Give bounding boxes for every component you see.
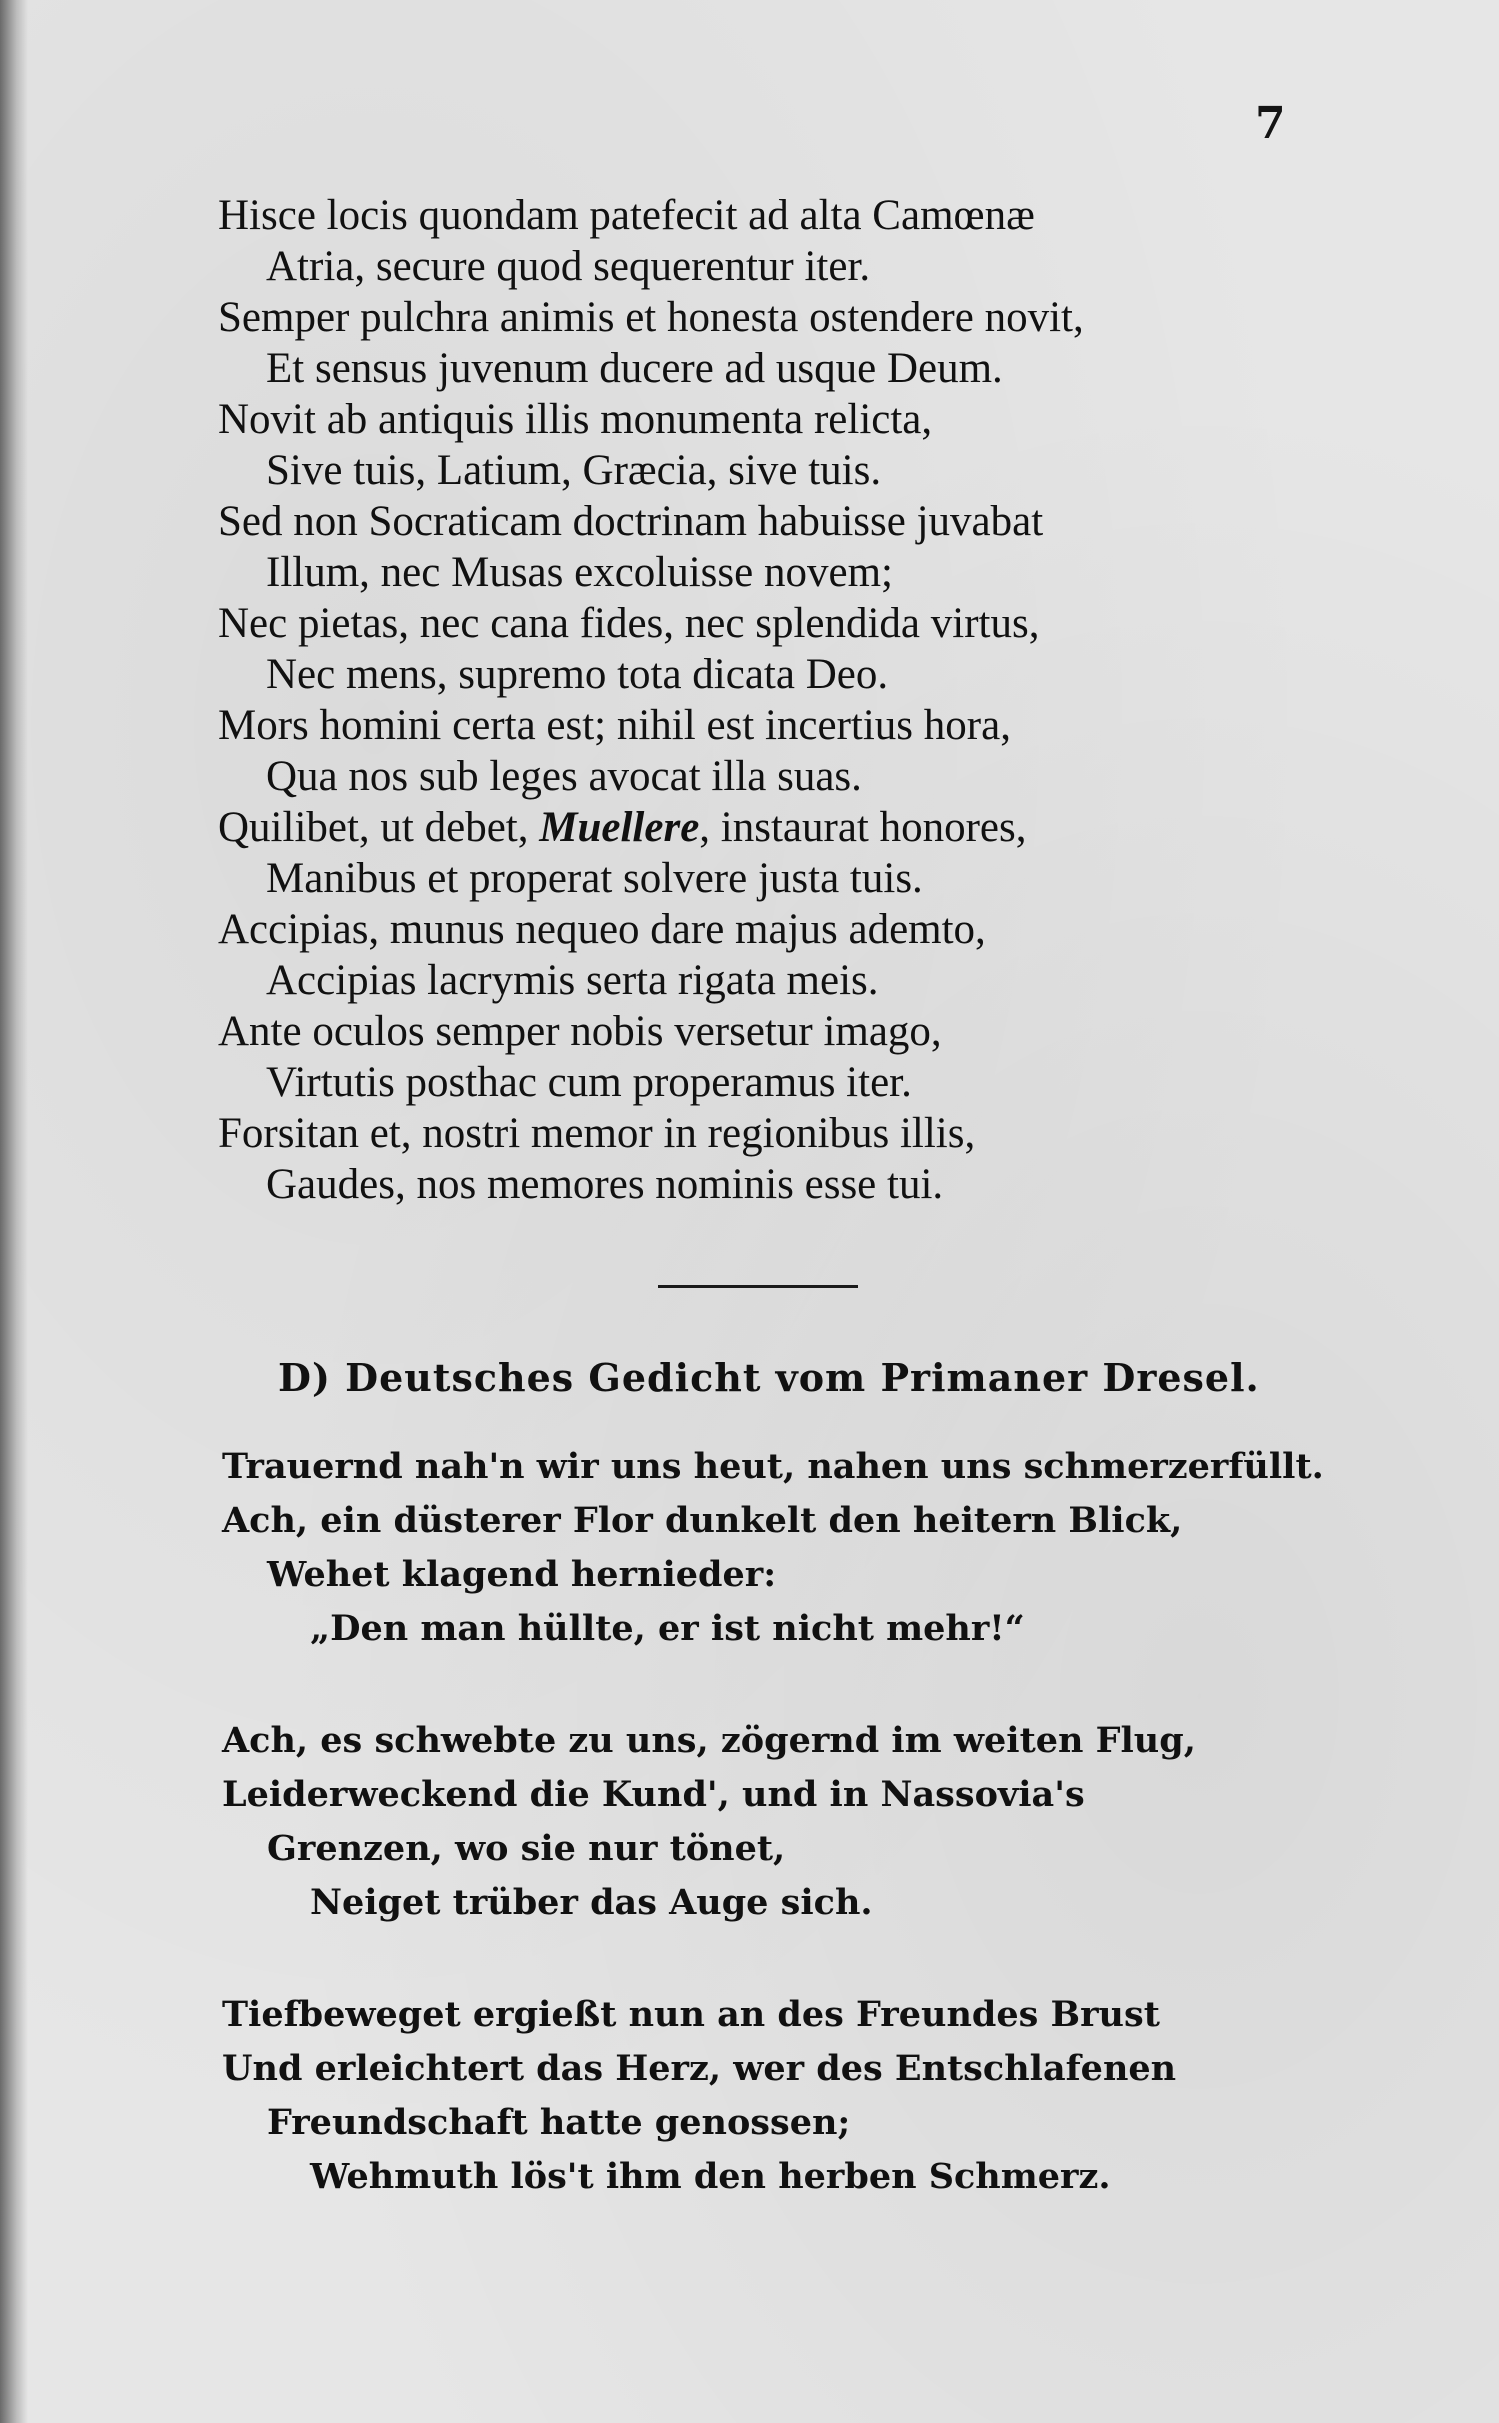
poem-line: Illum, nec Musas excoluisse novem; xyxy=(266,549,893,596)
poem-line: Sive tuis, Latium, Græcia, sive tuis. xyxy=(266,447,882,494)
page-edge-shadow xyxy=(0,0,28,2423)
stanza-gap xyxy=(222,1930,1222,1988)
poem-line: Mors homini certa est; nihil est incertius hora, xyxy=(218,702,1011,749)
poem-line: Wehmuth lös't ihm den herben Schmerz. xyxy=(310,2156,1111,2197)
poem-line: Atria, secure quod sequerentur iter. xyxy=(266,243,871,290)
poem-line: Accipias, munus nequeo dare majus ademto, xyxy=(218,906,986,953)
poem-line: Forsitan et, nostri memor in regionibus illis, xyxy=(218,1110,976,1157)
poem-line: Novit ab antiquis illis monumenta relicta, xyxy=(218,396,933,443)
poem-line: Wehet klagend hernieder: xyxy=(267,1554,777,1595)
poem-line: „Den man hüllte, er ist nicht mehr!“ xyxy=(310,1608,1025,1649)
poem-line: Trauernd nah'n wir uns heut, nahen uns schmerzerfüllt. xyxy=(222,1446,1324,1487)
german-poem xyxy=(222,1440,1324,2204)
poem-line: Et sensus juvenum ducere ad usque Deum. xyxy=(266,345,1003,392)
poem-line: Semper pulchra animis et honesta ostendere novit, xyxy=(218,294,1084,341)
poem-line: Nec mens, supremo tota dicata Deo. xyxy=(266,651,889,698)
poem-line: Gaudes, nos memores nominis esse tui. xyxy=(266,1161,944,1208)
poem-line: Nec pietas, nec cana fides, nec splendida virtus, xyxy=(218,600,1040,647)
poem-line: Hisce locis quondam patefecit ad alta Camœnæ xyxy=(218,192,1035,239)
poem-line: Manibus et properat solvere justa tuis. xyxy=(266,855,923,902)
stanza-gap xyxy=(222,1656,1222,1714)
section-divider xyxy=(658,1285,858,1288)
poem-line: Accipias lacrymis serta rigata meis. xyxy=(266,957,879,1004)
section-heading: D) Deutsches Gedicht vom Primaner Dresel. xyxy=(278,1355,1260,1400)
poem-line: Ante oculos semper nobis versetur imago, xyxy=(218,1008,942,1055)
poem-line: Tiefbeweget ergießt nun an des Freundes Brust xyxy=(222,1994,1160,2035)
poem-line: Grenzen, wo sie nur tönet, xyxy=(267,1828,786,1869)
poem-line: Virtutis posthac cum properamus iter. xyxy=(266,1059,912,1106)
line-text-after-name: , instaurat honores, xyxy=(699,804,1027,851)
poem-line: Ach, es schwebte zu uns, zögernd im weiten Flug, xyxy=(222,1720,1196,1761)
poem-line xyxy=(218,802,1218,853)
poem-line: Neiget trüber das Auge sich. xyxy=(310,1882,873,1923)
poem-line: Freundschaft hatte genossen; xyxy=(267,2102,851,2143)
line-text-before-name: Quilibet, ut debet, xyxy=(218,804,540,851)
poem-line: Sed non Socraticam doctrinam habuisse juvabat xyxy=(218,498,1044,545)
addressed-name: Muellere xyxy=(539,804,700,851)
poem-line: Und erleichtert das Herz, wer des Entschlafenen xyxy=(222,2048,1177,2089)
page-number: 7 xyxy=(1255,98,1286,149)
poem-line: Ach, ein düsterer Flor dunkelt den heitern Blick, xyxy=(222,1500,1183,1541)
poem-line: Qua nos sub leges avocat illa suas. xyxy=(266,753,862,800)
poem-line: Leiderweckend die Kund', und in Nassovia's xyxy=(222,1774,1085,1815)
latin-poem xyxy=(218,190,1218,1210)
